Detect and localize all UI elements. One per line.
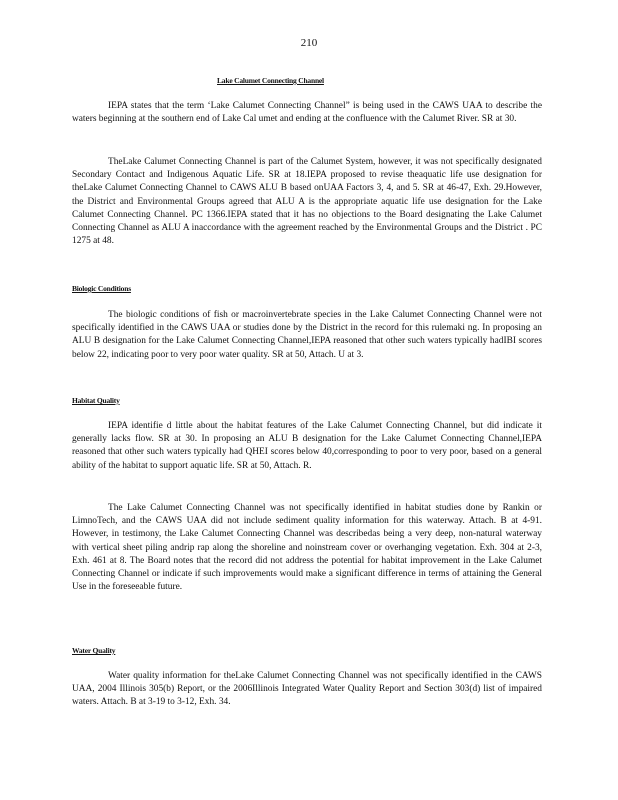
section-title: Lake Calumet Connecting Channel <box>217 76 324 85</box>
paragraph <box>72 420 542 473</box>
paragraph <box>72 502 542 594</box>
paragraph-text: IEPA identifie d little about the habitat features of the Lake Calumet Connecting Channel, but did indicate it generally lacks flow. SR at 30. In proposing an ALU B designation for the Lake Calumet Connecting Channel,IEPA reasoned that other such waters typically had QHEI scores below 40,corresponding to poor to very poor, based on a general ability of the habitat to support aquatic life. SR at 50, Attach. R. <box>72 421 542 471</box>
paragraph <box>72 309 542 362</box>
paragraph <box>72 100 542 126</box>
paragraph-text: Water quality information for theLake Calumet Connecting Channel was not specifically identified in the CAWS UAA, 2004 Illinois 305(b) Report, or the 2006Illinois Integrated Water Quality Report and Section 303(d) list of impaired waters. Attach. B at 3-19 to 3-12, Exh. 34. <box>72 671 542 708</box>
subsection-heading-water-quality: Water Quality <box>72 646 116 655</box>
paragraph <box>72 670 542 710</box>
paragraph <box>72 156 542 248</box>
subsection-heading-biologic-conditions: Biologic Conditions <box>72 284 131 293</box>
paragraph-text: IEPA states that the term ‘Lake Calumet Connecting Channel” is being used in the CAWS UAA to describe the waters beginning at the southern end of Lake Cal umet and ending at the confluence with the Calumet River. SR at 30. <box>72 101 542 125</box>
subsection-heading-habitat-quality: Habitat Quality <box>72 396 120 405</box>
page-number: 210 <box>300 37 318 49</box>
paragraph-text: The biologic conditions of fish or macroinvertebrate species in the Lake Calumet Connecting Channel were not specifically identified in the CAWS UAA or studies done by the District in the record for this rulemaki ng. In proposing an ALU B designation for the Lake Calumet Connecting Channel,IEPA reasoned that other such waters typically hadIBI scores below 22, indicating poor to very poor water quality. SR at 50, Attach. U at 3. <box>72 310 542 360</box>
paragraph-text: TheLake Calumet Connecting Channel is part of the Calumet System, however, it was not specifically designated Secondary Contact and Indigenous Aquatic Life. SR at 18.IEPA proposed to revise theaquatic life use designation for theLake Calumet Connecting Channel to CAWS ALU B based onUAA Factors 3, 4, and 5. SR at 46-47, Exh. 29.However, the District and Environmental Groups agreed that ALU A is the appropriate aquatic life use designation for the Lake Calumet Connecting Channel. PC 1366.IEPA stated that it has no objections to the Board designating the Lake Calumet Connecting Channel as ALU A inaccordance with the agreement reached by the Environmental Groups and the District . PC 1275 at 48. <box>72 157 542 247</box>
paragraph-text: The Lake Calumet Connecting Channel was not specifically identified in habitat studies done by Rankin or LimnoTech, and the CAWS UAA did not include sediment quality information for this waterway. Attach. B at 4-91. However, in testimony, the Lake Calumet Connecting Channel was describedas being a very deep, non-natural waterway with vertical sheet piling andrip rap along the shoreline and noinstream cover or overhanging vegetation. Exh. 304 at 2-3, Exh. 461 at 8. The Board notes that the record did not address the potential for habitat improvement in the Lake Calumet Connecting Channel or indicate if such improvements would make a significant difference in terms of attaining the General Use in the foreseeable future. <box>72 503 542 593</box>
